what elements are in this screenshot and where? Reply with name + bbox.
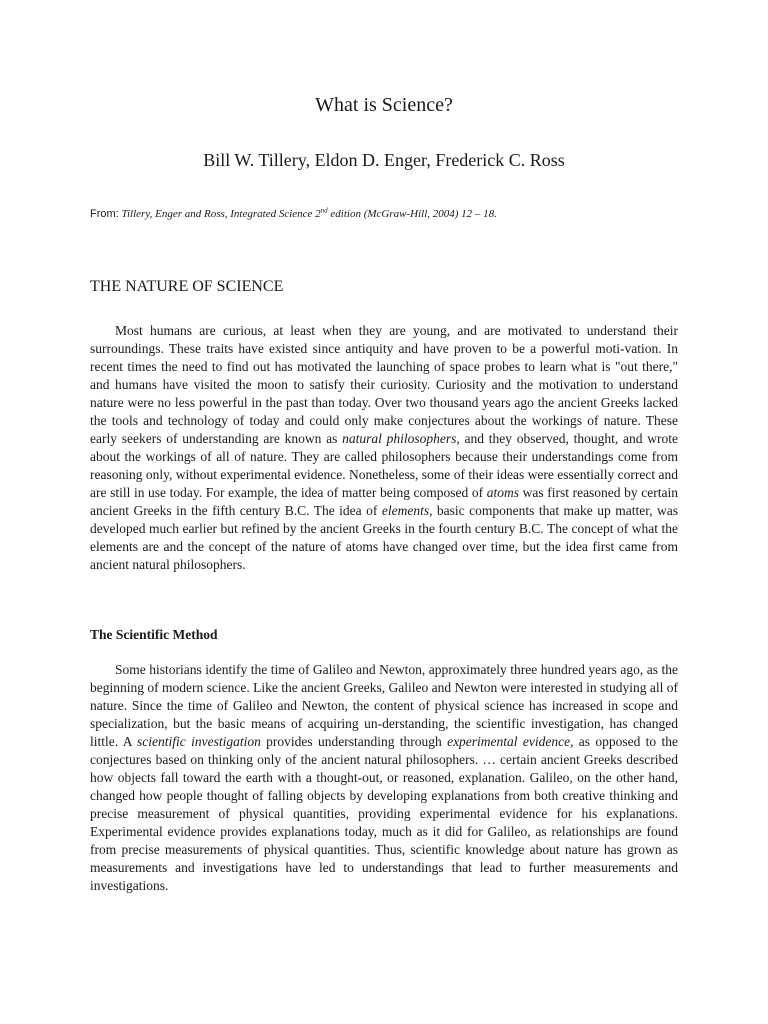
citation-text xyxy=(121,208,496,220)
citation-part2: edition (McGraw-Hill, 2004) 12 – 18. xyxy=(327,208,497,220)
citation-part1: Tillery, Enger and Ross, Integrated Science 2 xyxy=(121,208,321,220)
emphasis-term: scientific investigation xyxy=(137,734,261,749)
paragraph-text: Some historians identify the time of Galileo and Newton, approximately three hundred years ago, as the beginning of modern science. Like the ancient Greeks, Galileo and Newton were interested in studying all of nature. Since the time of Galileo and Newton, the content of physical science has increased in scope and specialization, but the basic means of acquiring un-derstanding, the scientific investigation, has changed little. A xyxy=(90,662,678,749)
paragraph-text: provides understanding through xyxy=(260,734,448,749)
document-authors: Bill W. Tillery, Eldon D. Enger, Frederick C. Ross xyxy=(203,150,565,170)
subsection-heading: The Scientific Method xyxy=(90,627,218,642)
paragraph-text: and they observed, thought, and wrote about the workings of all of nature. They are called philosophers because their understandings come from reasoning only, without experimental evidence. Nonetheless, some of their ideas were essentially correct and are still in use today. For example, the idea of matter being composed of xyxy=(90,431,678,500)
paragraph-text: Most humans are curious, at least when they are young, and are motivated to understand their surroundings. These traits have existed since antiquity and have proven to be a powerful moti-vation. In recent times the need to find out has motivated the launching of space probes to learn what is "out there," and humans have visited the moon to satisfy their curiosity. Curiosity and the motivation to understand nature were no less powerful in the past than today. Over two thousand years ago the ancient Greeks lacked the tools and technology of today and could only make conjectures about the workings of nature. These early seekers of understanding are known as xyxy=(90,323,678,446)
source-label: From: xyxy=(90,208,119,220)
paragraph-text: as opposed to the conjectures based on thinking only of the ancient natural philosophers. … certain ancient Greeks described how objects fall toward the earth with a thought-out, or reasoned, explanation. Galileo, on the other hand, changed how people thought of falling objects by developing explanations from both creative thinking and precise measurement of physical quantities, providing experimental evidence for his explanations. Experimental evidence provides explanations today, much as it did for Galileo, as relationships are found from precise measurements of physical quantities. Thus, scientific knowledge about nature has grown as measurements and investigations have led to understandings that lead to further measurements and investigations. xyxy=(90,734,678,893)
citation-superscript: nd xyxy=(320,206,328,215)
emphasis-term: elements, xyxy=(381,503,433,518)
paragraph-text: basic components that make up matter, was developed much earlier but refined by the ancient Greeks in the fourth century B.C. The concept of what the elements are and the concept of the nature of atoms have changed over time, but the idea first came from ancient natural philosophers. xyxy=(90,503,678,572)
paragraph-scientific-method xyxy=(90,661,678,895)
emphasis-term: experimental evidence, xyxy=(447,734,574,749)
paragraph-text: was first reasoned by certain ancient Greeks in the fifth century B.C. The idea of xyxy=(90,485,678,518)
section-heading: THE NATURE OF SCIENCE xyxy=(90,278,284,295)
emphasis-term: atoms xyxy=(486,485,520,500)
emphasis-term: natural philosophers, xyxy=(342,431,460,446)
paragraph-nature-of-science xyxy=(90,322,678,574)
source-citation xyxy=(90,208,690,220)
document-title: What is Science? xyxy=(315,94,453,116)
